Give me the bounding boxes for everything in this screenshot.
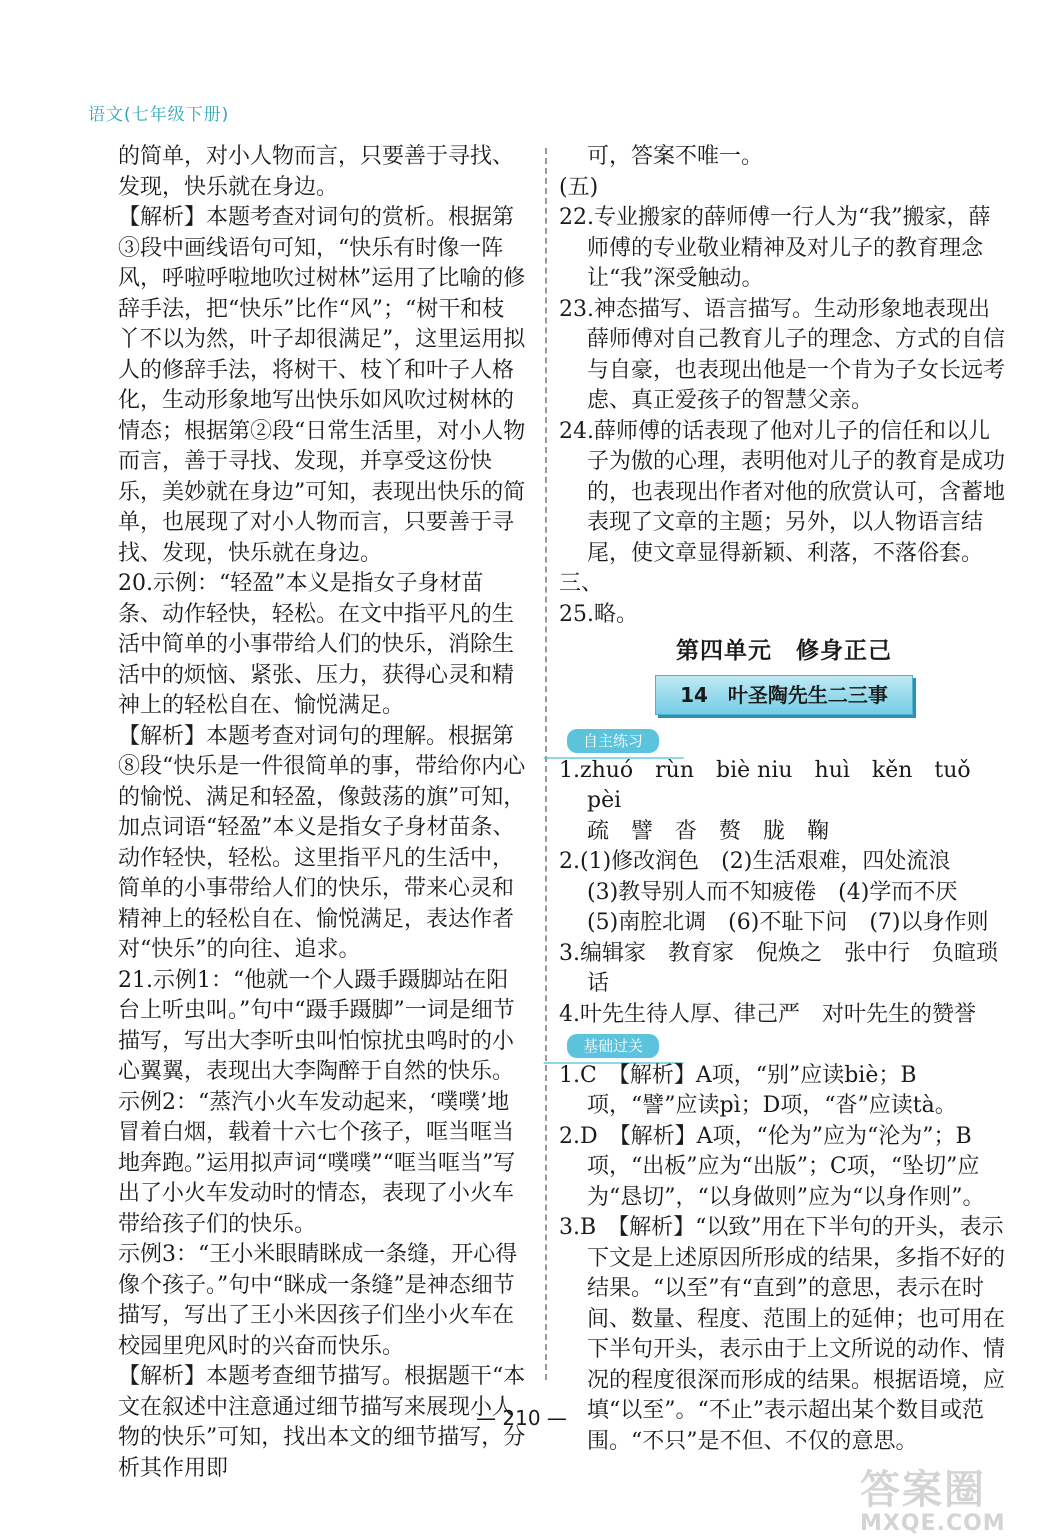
answer-paragraph: (5)南腔北调 (6)不耻下问 (7)以身作则 — [587, 910, 989, 935]
answer-item: 3.编辑家 教育家 倪焕之 张中行 负暄琐话 — [559, 940, 998, 996]
answer-item: 21.示例1：“他就一个人蹑手蹑脚站在阳台上听虫叫。”句中“蹑手蹑脚”一词是细节描写，写出大李听虫叫怕惊扰虫鸣时的小心翼翼，表现出大李陶醉于自然的快乐。 — [118, 967, 515, 1084]
right-column — [559, 142, 1006, 1457]
section-badge-row — [563, 725, 1005, 756]
column-divider — [545, 148, 547, 1380]
running-header: 语文(七年级下册) — [88, 105, 230, 125]
answer-item: 4.叶先生待人厚、律己严 对叶先生的赞誉 — [559, 1001, 976, 1027]
section-badge: 基础过关 — [567, 1034, 659, 1058]
answer-item: 20.示例：“轻盈”本义是指女子身材苗条、动作轻快，轻松。在文中指平凡的生活中简单的小事带给人们的快乐，消除生活中的烦恼、紧张、压力，获得心灵和精神上的轻松自在、愉悦满足。 — [118, 571, 515, 718]
answer-paragraph: 【解析】本题考查细节描写。根据题干“本文在叙述中注意通过细节描写来展现小人物的快乐”可知，找出本文的细节描写，分析其作用即 — [118, 1364, 526, 1481]
answer-item: 1.C 【解析】A项，“别”应读biè；B项，“譬”应读pì；D项，“沓”应读tà。 — [559, 1062, 957, 1118]
answer-paragraph: (3)教导别人而不知疲倦 (4)学而不厌 — [587, 879, 958, 905]
watermark-logo — [860, 1458, 1040, 1536]
unit-title: 第四单元 修身正己 — [676, 637, 892, 664]
answer-paragraph: 可，答案不唯一。 — [587, 144, 764, 169]
lesson-title-banner — [563, 675, 1005, 716]
watermark-mark: 答案圈 — [860, 1467, 986, 1513]
section-badge: 自主练习 — [567, 729, 659, 753]
watermark-url: MXQE.COM — [860, 1511, 1006, 1536]
answer-paragraph: 疏 譬 沓 赘 胧 鞠 — [587, 818, 830, 844]
lesson-title: 14 叶圣陶先生二三事 — [655, 675, 913, 716]
answer-item: 3.B 【解析】“以致”用在下半句的开头，表示下文是上述原因所形成的结果，多指不好的结果。“以至”有“直到”的意思，表示在时间、数量、程度、范围上的延伸；也可用在下半句开头，表示由于上文所说的动作、情况的程度很深而形成的结果。根据语境，应填“以至”。“不止”表示超出某个数目或范围。“不只”是不但、不仅的意思。 — [559, 1215, 1006, 1454]
answer-item: 22.专业搬家的薛师傅一行人为“我”搬家，薛师傅的专业敬业精神及对儿子的教育理念让“我”深受触动。 — [559, 205, 991, 291]
page-number: — 210 — — [476, 1406, 567, 1430]
section-badge-row — [563, 1030, 1005, 1061]
answer-paragraph: 示例3：“王小米眼睛眯成一条缝，开心得像个孩子。”句中“眯成一条缝”是神态细节描写，写出了王小米因孩子们坐小火车在校园里兜风时的兴奋而快乐。 — [118, 1242, 518, 1359]
answer-paragraph: 【解析】本题考查对词句的理解。根据第⑧段“快乐是一件很简单的事，带给你内心的愉悦、满足和轻盈，像鼓荡的旗”可知，加点词语“轻盈”本义是指女子身材苗条、动作轻快，轻松。这里指平凡的生活中，简单的小事带给人们的快乐，带来心灵和精神上的轻松自在、愉悦满足，表达作者对“快乐”的向往、追求。 — [118, 723, 526, 962]
left-column — [118, 142, 526, 1484]
answer-paragraph: 示例2：“蒸汽小火车发动起来，‘噗噗’地冒着白烟，载着十六七个孩子，哐当哐当地奔跑。”运用拟声词“噗噗”“哐当哐当”写出了小火车发动时的情态，表现了小火车带给孩子们的快乐。 — [118, 1089, 516, 1237]
answer-item: 24.薛师傅的话表现了他对儿子的信任和以儿子为傲的心理，表明他对儿子的教育是成功的，也表现出作者对他的欣赏认可，含蓄地表现了文章的主题；另外，以人物语言结尾，使文章显得新颖、利落，不落俗套。 — [559, 418, 1006, 566]
answer-paragraph: (五) — [559, 174, 599, 200]
answer-item: 1.zhuó rùn biè niu huì kěn tuǒ pèi — [559, 757, 993, 813]
answer-item: 2.(1)修改润色 (2)生活艰难，四处流浪 — [559, 849, 951, 874]
answer-paragraph: 【解析】本题考查对词句的赏析。根据第③段中画线语句可知，“快乐有时像一阵风，呼啦呼啦地吹过树林”运用了比喻的修辞手法，把“快乐”比作“风”；“树干和枝丫不以为然，叶子却很满足”，这里运用拟人的修辞手法，将树干、枝丫和叶子人格化，生动形象地写出快乐如风吹过树林的情态；根据第②段“日常生活里，对小人物而言，善于寻找、发现，并享受这份快乐，美妙就在身边”可知，表现出快乐的简单，也展现了对小人物而言，只要善于寻找、发现，快乐就在身边。 — [118, 205, 526, 566]
answer-paragraph: 的简单，对小人物而言，只要善于寻找、发现，快乐就在身边。 — [118, 144, 515, 200]
answer-item: 25.略。 — [559, 601, 638, 627]
answer-paragraph: 三、 — [559, 571, 604, 596]
answer-item: 23.神态描写、语言描写。生动形象地表现出薛师傅对自己教育儿子的理念、方式的自信与自豪，也表现出他是一个肯为子女长远考虑、真正爱孩子的智慧父亲。 — [559, 296, 1006, 413]
answer-item: 2.D 【解析】A项，“伦为”应为“沦为”；B项，“出板”应为“出版”；C项，“坠切”应为“恳切”，“以身做则”应为“以身作则”。 — [559, 1123, 985, 1210]
